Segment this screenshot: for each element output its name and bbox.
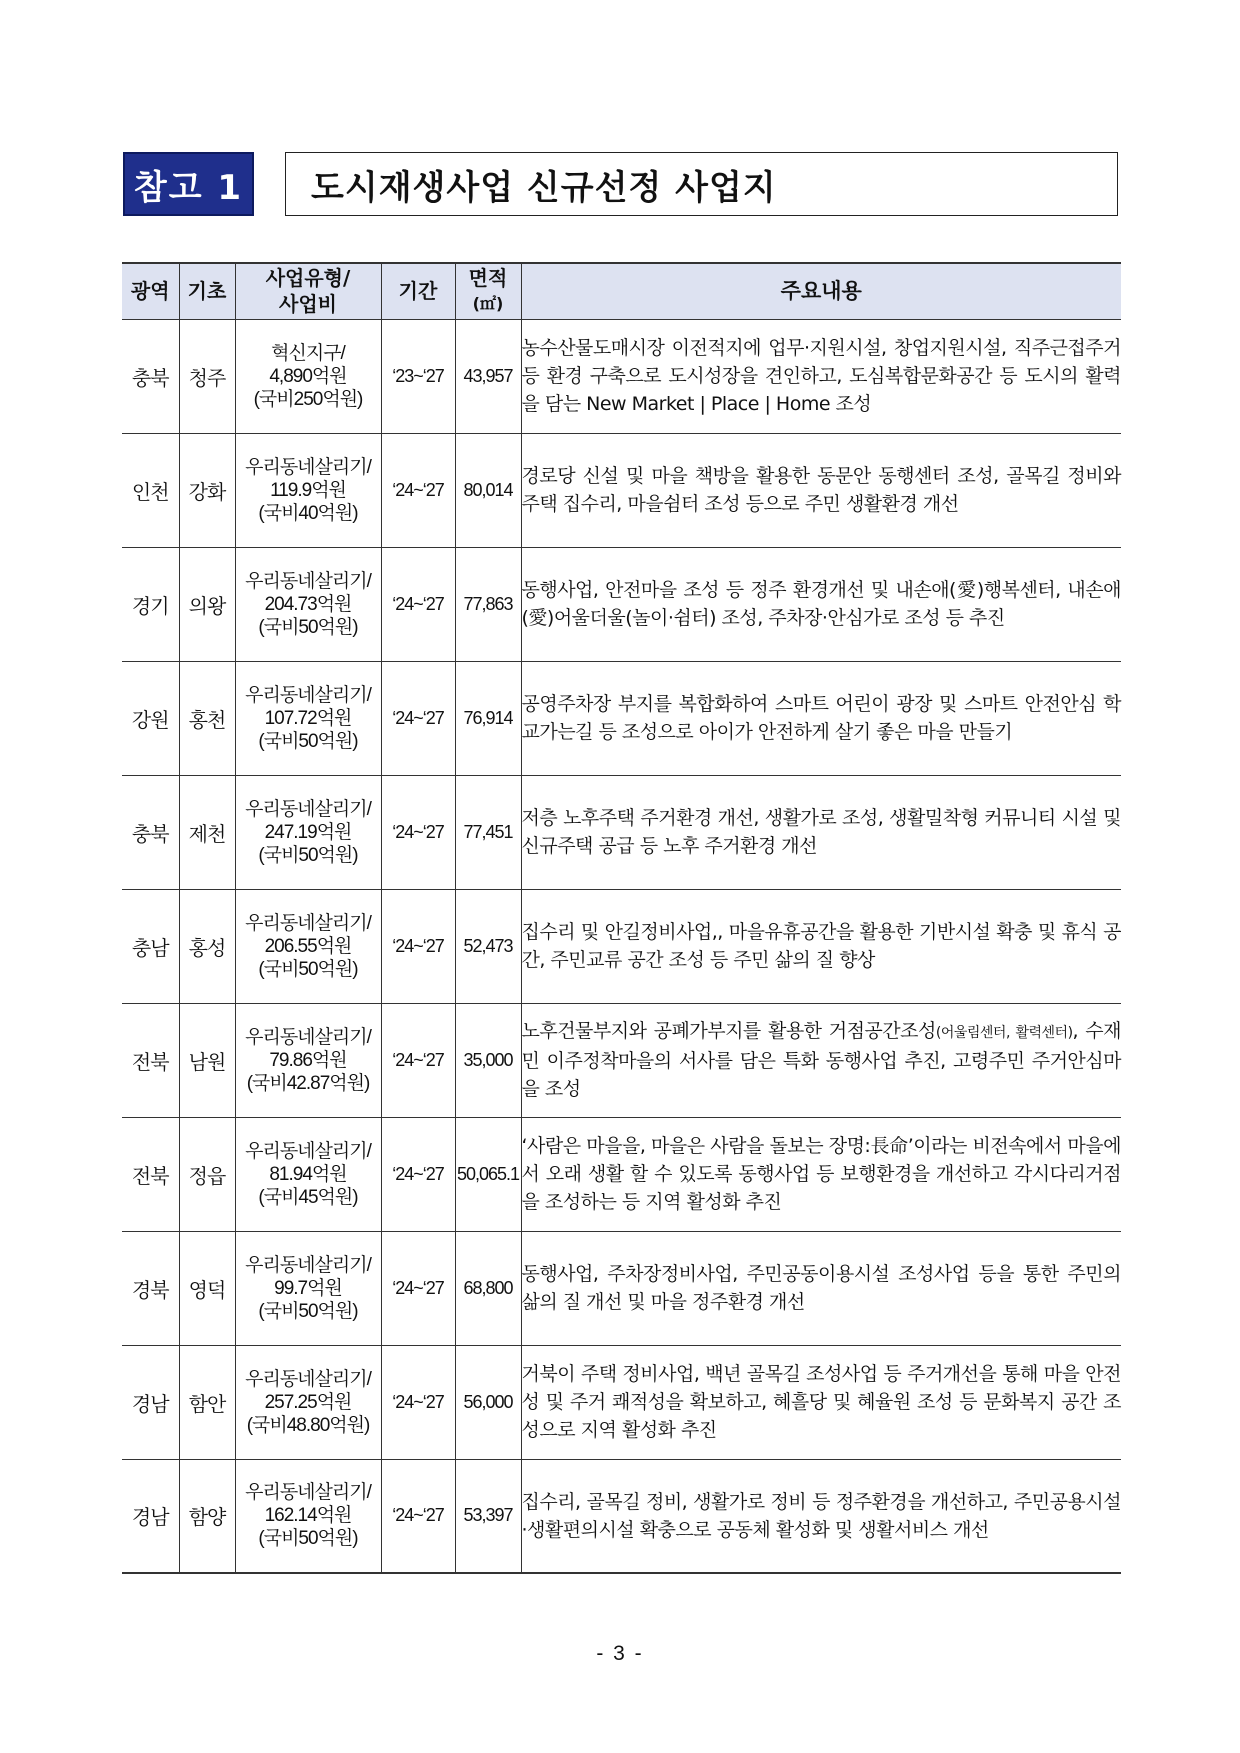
- cell-type: [235, 433, 381, 547]
- cell-period: ‘23~‘27: [381, 319, 455, 433]
- desc-text: 저층 노후주택 주거환경 개선, 생활가로 조성, 생활밀착형 커뮤니티 시설 및 신규주택 공급 등 노후 주거환경 개선: [521, 807, 1121, 857]
- cell-period: ‘24~‘27: [381, 889, 455, 1003]
- cell-description: [521, 1003, 1121, 1117]
- cell-city: 홍성: [179, 889, 235, 1003]
- cell-period: ‘24~‘27: [381, 1459, 455, 1573]
- cell-region: 전북: [122, 1003, 179, 1117]
- cell-area: 50,065.1: [455, 1117, 521, 1231]
- table-row: [122, 1003, 1121, 1117]
- column-header-period: 기간: [381, 263, 455, 319]
- column-header-type-line1: 사업유형/: [265, 266, 351, 291]
- cell-area: 56,000: [455, 1345, 521, 1459]
- desc-text: 농수산물도매시장 이전적지에 업무·지원시설, 창업지원시설, 직주근접주거 등 환경 구축으로 도시성장을 견인하고, 도심복합문화공간 등 도시의 활력을 담는 New Market | Place | Home 조성: [521, 337, 1121, 415]
- project-cost: 4,890억원: [269, 365, 347, 387]
- national-funding: (국비50억원): [258, 616, 358, 638]
- project-type: 우리동네살리기/: [245, 684, 371, 706]
- project-type: 혁신지구/: [271, 342, 345, 364]
- cell-description: [521, 319, 1121, 433]
- cell-city: 제천: [179, 775, 235, 889]
- desc-subtext: (어울림센터, 활력센터): [935, 1025, 1073, 1041]
- national-funding: (국비50억원): [258, 730, 358, 752]
- desc-text: 동행사업, 안전마을 조성 등 정주 환경개선 및 내손애(愛)행복센터, 내손애(愛)어울더울(놀이·쉼터) 조성, 주차장·안심가로 조성 등 추진: [521, 579, 1121, 629]
- table-row: [122, 1231, 1121, 1345]
- project-cost: 119.9억원: [270, 479, 346, 501]
- column-header-type-line2: 사업비: [279, 292, 337, 317]
- cell-area: 80,014: [455, 433, 521, 547]
- cell-period: ‘24~‘27: [381, 433, 455, 547]
- table-row: [122, 547, 1121, 661]
- column-header-region: 광역: [122, 263, 179, 319]
- page-number: - 3 -: [596, 1642, 644, 1665]
- desc-text: 동행사업, 주차장정비사업, 주민공동이용시설 조성사업 등을 통한 주민의 삶의 질 개선 및 마을 정주환경 개선: [521, 1263, 1121, 1313]
- cell-region: 인천: [122, 433, 179, 547]
- cell-type: [235, 1117, 381, 1231]
- cell-city: 정읍: [179, 1117, 235, 1231]
- table-row: [122, 775, 1121, 889]
- cell-description: [521, 661, 1121, 775]
- project-type: 우리동네살리기/: [245, 1026, 371, 1048]
- desc-text: 공영주차장 부지를 복합화하여 스마트 어린이 광장 및 스마트 안전안심 학교가는길 등 조성으로 아이가 안전하게 살기 좋은 마을 만들기: [521, 693, 1121, 743]
- cell-region: 충북: [122, 775, 179, 889]
- table-body: [122, 319, 1121, 1573]
- cell-region: 충북: [122, 319, 179, 433]
- column-header-area-line2: (㎡): [472, 294, 504, 314]
- project-table: [122, 262, 1121, 1574]
- column-header-type: [235, 263, 381, 319]
- table-header-row: [122, 263, 1121, 319]
- cell-city: 홍천: [179, 661, 235, 775]
- project-cost: 247.19억원: [264, 821, 352, 843]
- reference-badge: 참고 1: [123, 152, 254, 216]
- cell-city: 의왕: [179, 547, 235, 661]
- cell-description: [521, 1459, 1121, 1573]
- cell-type: [235, 775, 381, 889]
- cell-period: ‘24~‘27: [381, 547, 455, 661]
- cell-description: [521, 547, 1121, 661]
- cell-type: [235, 1459, 381, 1573]
- national-funding: (국비42.87억원): [246, 1072, 370, 1094]
- desc-text: 집수리 및 안길정비사업,, 마을유휴공간을 활용한 기반시설 확충 및 휴식 공간, 주민교류 공간 조성 등 주민 삶의 질 향상: [521, 921, 1121, 971]
- cell-area: 68,800: [455, 1231, 521, 1345]
- national-funding: (국비50억원): [258, 844, 358, 866]
- cell-city: 남원: [179, 1003, 235, 1117]
- cell-region: 강원: [122, 661, 179, 775]
- national-funding: (국비50억원): [258, 1300, 358, 1322]
- project-type: 우리동네살리기/: [245, 1254, 371, 1276]
- cell-period: ‘24~‘27: [381, 1231, 455, 1345]
- project-cost: 257.25억원: [264, 1391, 352, 1413]
- project-type: 우리동네살리기/: [245, 1368, 371, 1390]
- national-funding: (국비45억원): [258, 1186, 358, 1208]
- project-cost: 99.7억원: [274, 1277, 342, 1299]
- cell-period: ‘24~‘27: [381, 661, 455, 775]
- table-row: [122, 1459, 1121, 1573]
- project-cost: 206.55억원: [264, 935, 352, 957]
- cell-type: [235, 889, 381, 1003]
- cell-type: [235, 1231, 381, 1345]
- cell-type: [235, 547, 381, 661]
- cell-region: 경북: [122, 1231, 179, 1345]
- table-row: [122, 661, 1121, 775]
- project-type: 우리동네살리기/: [245, 570, 371, 592]
- cell-description: [521, 433, 1121, 547]
- cell-area: 43,957: [455, 319, 521, 433]
- project-type: 우리동네살리기/: [245, 1482, 371, 1504]
- cell-description: [521, 1117, 1121, 1231]
- national-funding: (국비50억원): [258, 958, 358, 980]
- cell-type: [235, 1345, 381, 1459]
- desc-text-part1: 노후건물부지와 공폐가부지를 활용한 거점공간조성: [521, 1020, 936, 1042]
- cell-period: ‘24~‘27: [381, 775, 455, 889]
- column-header-city: 기초: [179, 263, 235, 319]
- cell-period: ‘24~‘27: [381, 1117, 455, 1231]
- national-funding: (국비250억원): [253, 388, 363, 410]
- cell-area: 77,451: [455, 775, 521, 889]
- cell-region: 경기: [122, 547, 179, 661]
- cell-area: 52,473: [455, 889, 521, 1003]
- cell-description: [521, 1345, 1121, 1459]
- cell-area: 53,397: [455, 1459, 521, 1573]
- cell-city: 함안: [179, 1345, 235, 1459]
- cell-type: [235, 661, 381, 775]
- table-row: [122, 319, 1121, 433]
- cell-description: [521, 1231, 1121, 1345]
- project-cost: 107.72억원: [264, 707, 352, 729]
- cell-type: [235, 1003, 381, 1117]
- table-row: [122, 433, 1121, 547]
- column-header-area: [455, 263, 521, 319]
- project-cost: 79.86억원: [269, 1049, 347, 1071]
- cell-region: 경남: [122, 1459, 179, 1573]
- national-funding: (국비40억원): [258, 502, 358, 524]
- cell-region: 전북: [122, 1117, 179, 1231]
- project-cost: 81.94억원: [269, 1163, 347, 1185]
- cell-area: 76,914: [455, 661, 521, 775]
- cell-description: [521, 775, 1121, 889]
- cell-period: ‘24~‘27: [381, 1003, 455, 1117]
- cell-city: 강화: [179, 433, 235, 547]
- desc-text: 집수리, 골목길 정비, 생활가로 정비 등 정주환경을 개선하고, 주민공용시설·생활편의시설 확충으로 공동체 활성화 및 생활서비스 개선: [521, 1490, 1121, 1541]
- project-type: 우리동네살리기/: [245, 912, 371, 934]
- cell-area: 77,863: [455, 547, 521, 661]
- project-type: 우리동네살리기/: [245, 456, 371, 478]
- column-header-area-line1: 면적: [468, 266, 508, 291]
- table-row: [122, 1345, 1121, 1459]
- project-type: 우리동네살리기/: [245, 1140, 371, 1162]
- project-cost: 162.14억원: [264, 1505, 352, 1527]
- cell-city: 영덕: [179, 1231, 235, 1345]
- table-row: [122, 1117, 1121, 1231]
- desc-text: 경로당 신설 및 마을 책방을 활용한 동문안 동행센터 조성, 골목길 정비와 주택 집수리, 마을쉼터 조성 등으로 주민 생활환경 개선: [521, 465, 1121, 515]
- desc-text-part2: , 수재민 이주정착마을의 서사를 담은 특화 동행사업 추진, 고령주민 주거안심마을 조성: [521, 1020, 1121, 1100]
- cell-region: 경남: [122, 1345, 179, 1459]
- cell-city: 청주: [179, 319, 235, 433]
- national-funding: (국비48.80억원): [246, 1414, 370, 1436]
- table-row: [122, 889, 1121, 1003]
- project-type: 우리동네살리기/: [245, 798, 371, 820]
- national-funding: (국비50억원): [258, 1528, 358, 1550]
- column-header-desc: 주요내용: [521, 263, 1121, 319]
- project-cost: 204.73억원: [264, 593, 352, 615]
- header: [123, 152, 1118, 216]
- page-title: 도시재생사업 신규선정 사업지: [285, 152, 1118, 216]
- cell-period: ‘24~‘27: [381, 1345, 455, 1459]
- desc-text: ‘사람은 마을을, 마을은 사람을 돌보는 장명:長命’이라는 비전속에서 마을에서 오래 생활 할 수 있도록 동행사업 등 보행환경을 개선하고 각시다리거점을 조성하는 등 지역 활성화 추진: [521, 1135, 1121, 1213]
- cell-city: 함양: [179, 1459, 235, 1573]
- desc-text: 거북이 주택 정비사업, 백년 골목길 조성사업 등 주거개선을 통해 마을 안전성 및 주거 쾌적성을 확보하고, 혜흘당 및 혜율원 조성 등 문화복지 공간 조성으로 지역 활성화 추진: [521, 1363, 1121, 1441]
- cell-region: 충남: [122, 889, 179, 1003]
- cell-description: [521, 889, 1121, 1003]
- cell-type: [235, 319, 381, 433]
- cell-area: 35,000: [455, 1003, 521, 1117]
